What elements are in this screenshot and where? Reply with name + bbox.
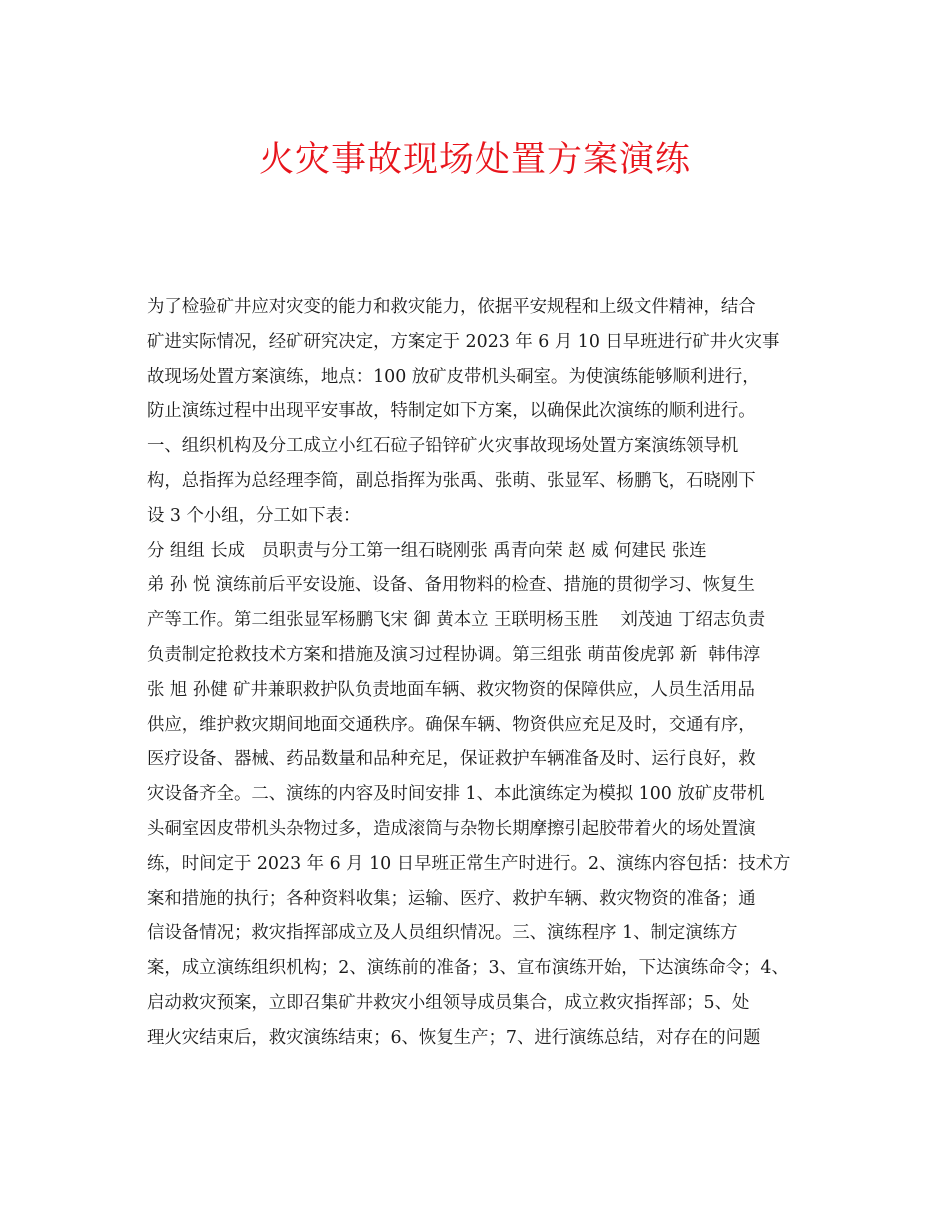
body-line: 医疗设备、器械、药品数量和品种充足，保证救护车辆准备及时、运行良好，救	[147, 749, 756, 770]
body-line: 信设备情况；救灾指挥部成立及人员组织情况。三、演练程序 1、制定演练方	[147, 923, 738, 944]
body-line: 练，时间定于 2023 年 6 月 10 日早班正常生产时进行。2、演练内容包括：技术方	[147, 853, 791, 874]
body-line: 案，成立演练组织机构；2、演练前的准备；3、宣布演练开始，下达演练命令；4、	[147, 958, 789, 979]
body-line: 供应，维护救灾期间地面交通秩序。确保车辆、物资供应充足及时，交通有序，	[147, 714, 756, 735]
body-line: 矿进实际情况，经矿研究决定，方案定于 2023 年 6 月 10 日早班进行矿井火灾事	[147, 331, 780, 352]
body-line: 分 组组 长成 员职责与分工第一组石晓刚张 禹青向荣 赵 威 何建民 张连	[147, 540, 707, 561]
body-line: 负责制定抢救技术方案和措施及演习过程协调。第三组张 萌苗俊虎郭 新 韩伟淳	[147, 644, 761, 665]
body-line: 一、组织机构及分工成立小红石砬子铅锌矿火灾事故现场处置方案演练领导机	[147, 436, 739, 457]
body-line: 产等工作。第二组张显军杨鹏飞宋 御 黄本立 王联明杨玉胜 刘茂迪 丁绍志负责	[147, 610, 766, 631]
body-line: 案和措施的执行；各种资料收集；运输、医疗、救护车辆、救灾物资的准备；通	[147, 888, 756, 909]
body-line: 启动救灾预案，立即召集矿井救灾小组领导成员集合，成立救灾指挥部；5、处	[147, 992, 750, 1013]
body-line: 故现场处置方案演练，地点：100 放矿皮带机头硐室。为使演练能够顺利进行，	[147, 366, 760, 387]
document-title: 火灾事故现场处置方案演练	[258, 140, 691, 180]
body-line: 张 旭 孙健 矿井兼职救护队负责地面车辆、救灾物资的保障供应，人员生活用品	[147, 679, 755, 700]
body-line: 设 3 个小组，分工如下表：	[147, 505, 361, 526]
document-body	[147, 290, 807, 1056]
body-line: 弟 孙 悦 演练前后平安设施、设备、备用物料的检查、措施的贯彻学习、恢复生	[147, 575, 755, 596]
body-line: 灾设备齐全。二、演练的内容及时间安排 1、本此演练定为模拟 100 放矿皮带机	[147, 784, 765, 805]
body-line: 构，总指挥为总经理李简，副总指挥为张禹、张萌、张显军、杨鹏飞，石晓刚下	[147, 470, 756, 491]
body-line: 理火灾结束后，救灾演练结束；6、恢复生产；7、进行演练总结，对存在的问题	[147, 1027, 761, 1048]
body-line: 为了检验矿井应对灾变的能力和救灾能力，依据平安规程和上级文件精神，结合	[147, 297, 756, 317]
body-line: 防止演练过程中出现平安事故，特制定如下方案，以确保此次演练的顺利进行。	[147, 401, 756, 422]
body-line: 头硐室因皮带机头杂物过多，造成滚筒与杂物长期摩擦引起胶带着火的场处置演	[147, 818, 756, 839]
